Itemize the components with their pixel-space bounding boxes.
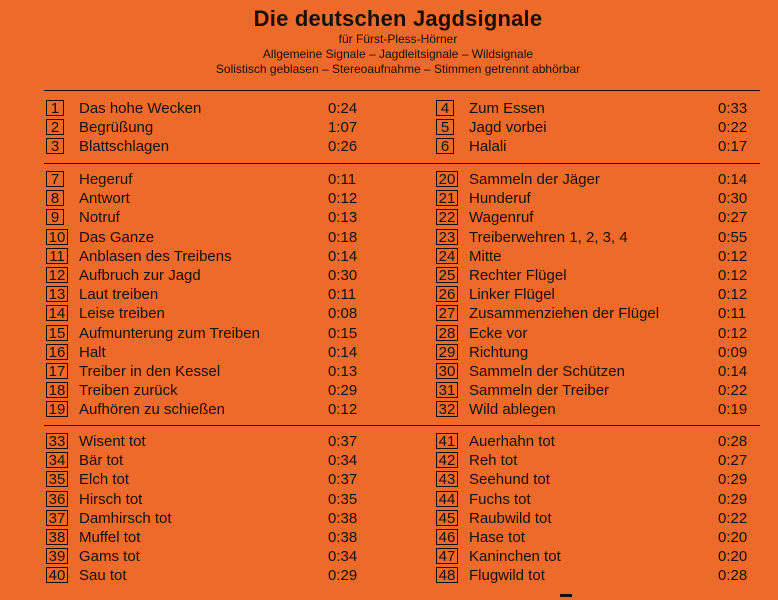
track-duration: 1:07	[328, 119, 358, 137]
track-duration: 0:20	[718, 548, 748, 566]
track-name: Seehund tot	[469, 471, 550, 489]
track-number: 12	[46, 267, 68, 283]
edge-mark	[560, 594, 572, 597]
track-row	[436, 432, 756, 451]
track-duration: 0:13	[328, 209, 358, 227]
track-name: Das Ganze	[79, 228, 155, 246]
track-number: 19	[46, 401, 68, 417]
track-name: Halali	[469, 138, 507, 156]
track-row	[436, 547, 756, 566]
track-duration: 0:34	[328, 452, 358, 470]
track-number: 32	[436, 401, 458, 417]
track-row	[46, 566, 366, 585]
track-name: Hegeruf	[79, 171, 133, 188]
track-number: 41	[436, 433, 458, 449]
track-duration: 0:12	[718, 247, 748, 265]
track-number: 6	[436, 138, 454, 154]
track-number: 21	[436, 190, 458, 206]
track-name: Notruf	[79, 209, 120, 227]
track-row	[436, 118, 756, 137]
track-name: Kaninchen tot	[469, 548, 561, 566]
track-row	[436, 285, 756, 304]
track-name: Bär tot	[79, 452, 124, 470]
track-name: Wild ablegen	[469, 401, 556, 419]
track-name: Sammeln der Treiber	[469, 382, 610, 400]
track-duration: 0:08	[328, 305, 358, 323]
track-number: 38	[46, 529, 68, 545]
track-name: Aufbruch zur Jagd	[79, 267, 201, 284]
track-duration: 0:14	[718, 171, 748, 188]
track-duration: 0:14	[328, 343, 358, 361]
track-duration: 0:22	[718, 509, 748, 527]
track-name: Fuchs tot	[469, 490, 531, 508]
divider-1	[44, 163, 760, 164]
track-row	[46, 137, 366, 156]
track-row	[46, 170, 366, 189]
track-number: 8	[46, 190, 64, 206]
track-name: Richtung	[469, 343, 529, 361]
track-row	[436, 528, 756, 547]
track-number: 44	[436, 491, 458, 507]
track-name: Hase tot	[469, 529, 525, 546]
track-name: Raubwild tot	[469, 509, 552, 527]
track-row	[436, 381, 756, 400]
track-number: 35	[46, 471, 68, 487]
track-row	[46, 400, 366, 419]
track-number: 43	[436, 471, 458, 487]
divider-2	[44, 425, 760, 426]
track-number: 10	[46, 229, 68, 245]
track-number: 45	[436, 510, 458, 526]
track-name: Muffel tot	[79, 529, 141, 546]
track-row	[436, 566, 756, 585]
track-duration: 0:22	[718, 382, 748, 400]
track-duration: 0:30	[328, 267, 358, 284]
track-row	[436, 304, 756, 323]
track-number: 13	[46, 286, 68, 302]
track-name: Mitte	[469, 247, 502, 265]
track-name: Reh tot	[469, 452, 518, 470]
track-number: 48	[436, 567, 458, 583]
track-name: Sammeln der Schützen	[469, 363, 625, 380]
track-number: 26	[436, 286, 458, 302]
track-duration: 0:29	[718, 490, 748, 508]
track-name: Sau tot	[79, 567, 127, 585]
track-row	[46, 118, 366, 137]
track-duration: 0:34	[328, 548, 358, 566]
track-number: 4	[436, 100, 454, 116]
track-row	[436, 451, 756, 470]
track-row	[46, 208, 366, 227]
track-row	[46, 324, 366, 343]
track-row	[46, 266, 366, 285]
track-number: 15	[46, 325, 68, 341]
track-name: Sammeln der Jäger	[469, 171, 600, 188]
track-row	[46, 343, 366, 362]
track-duration: 0:11	[328, 171, 357, 188]
track-name: Linker Flügel	[469, 286, 555, 304]
track-number: 20	[436, 171, 458, 187]
track-name: Flugwild tot	[469, 567, 545, 585]
track-number: 9	[46, 209, 64, 225]
track-row	[46, 528, 366, 547]
track-duration: 0:29	[718, 471, 748, 489]
track-name: Auerhahn tot	[469, 433, 555, 450]
track-duration: 0:27	[718, 209, 748, 227]
track-row	[436, 228, 756, 247]
track-name: Treiben zurück	[79, 382, 178, 400]
track-row	[46, 362, 366, 381]
track-number: 39	[46, 548, 68, 564]
track-number: 47	[436, 548, 458, 564]
track-duration: 0:14	[718, 363, 748, 380]
track-row	[436, 324, 756, 343]
track-number: 22	[436, 209, 458, 225]
subtitle-line-2: Allgemeine Signale – Jagdleitsignale – Wildsignale	[262, 47, 534, 61]
track-duration: 0:24	[328, 100, 358, 117]
track-duration: 0:18	[328, 228, 358, 246]
track-duration: 0:14	[328, 247, 358, 265]
track-duration: 0:17	[718, 138, 748, 156]
track-row	[436, 247, 756, 266]
track-duration: 0:37	[328, 471, 358, 489]
track-name: Elch tot	[79, 471, 130, 489]
track-row	[46, 285, 366, 304]
track-name: Antwort	[79, 190, 130, 208]
track-row	[436, 490, 756, 509]
track-row	[436, 470, 756, 489]
track-row	[46, 247, 366, 266]
track-row	[46, 547, 366, 566]
track-name: Laut treiben	[79, 286, 159, 304]
track-name: Gams tot	[79, 548, 140, 566]
track-number: 46	[436, 529, 458, 545]
track-number: 11	[46, 248, 68, 264]
track-duration: 0:19	[718, 401, 748, 419]
track-row	[46, 509, 366, 528]
track-row	[46, 99, 366, 118]
track-duration: 0:29	[328, 567, 358, 585]
subtitle-line-1: für Fürst-Pless-Hörner	[338, 32, 458, 46]
track-number: 17	[46, 363, 68, 379]
track-name: Das hohe Wecken	[79, 100, 202, 117]
track-row	[46, 228, 366, 247]
track-row	[46, 490, 366, 509]
track-number: 34	[46, 452, 68, 468]
track-number: 37	[46, 510, 68, 526]
track-name: Wisent tot	[79, 433, 146, 450]
track-row	[46, 432, 366, 451]
track-duration: 0:33	[718, 100, 748, 117]
track-duration: 0:09	[718, 343, 748, 361]
track-number: 2	[46, 119, 64, 135]
track-name: Hirsch tot	[79, 490, 143, 508]
track-number: 33	[46, 433, 68, 449]
track-number: 25	[436, 267, 458, 283]
track-row	[436, 509, 756, 528]
track-row	[46, 381, 366, 400]
track-name: Ecke vor	[469, 324, 528, 342]
track-duration: 0:30	[718, 190, 748, 208]
divider-top	[44, 90, 760, 91]
header	[0, 6, 778, 77]
track-duration: 0:13	[328, 363, 358, 380]
track-number: 5	[436, 119, 454, 135]
track-number: 31	[436, 382, 458, 398]
page-title: Die deutschen Jagdsignale	[253, 6, 543, 31]
track-number: 23	[436, 229, 458, 245]
track-name: Leise treiben	[79, 305, 165, 323]
track-number: 42	[436, 452, 458, 468]
track-name: Zusammenziehen der Flügel	[469, 305, 660, 323]
track-name: Treiber in den Kessel	[79, 363, 221, 380]
track-name: Wagenruf	[469, 209, 534, 227]
track-name: Begrüßung	[79, 119, 154, 137]
track-number: 18	[46, 382, 68, 398]
track-duration: 0:11	[328, 286, 357, 304]
track-name: Zum Essen	[469, 100, 545, 117]
track-duration: 0:38	[328, 509, 358, 527]
track-duration: 0:12	[718, 267, 748, 284]
track-row	[436, 362, 756, 381]
track-row	[436, 400, 756, 419]
track-number: 28	[436, 325, 458, 341]
track-number: 36	[46, 491, 68, 507]
track-duration: 0:12	[328, 190, 358, 208]
track-duration: 0:55	[718, 228, 748, 246]
track-number: 40	[46, 567, 68, 583]
track-duration: 0:12	[718, 324, 748, 342]
track-duration: 0:37	[328, 433, 358, 450]
track-duration: 0:22	[718, 119, 748, 137]
track-number: 24	[436, 248, 458, 264]
track-name: Rechter Flügel	[469, 267, 567, 284]
track-duration: 0:20	[718, 529, 748, 546]
track-row	[436, 189, 756, 208]
track-row	[436, 343, 756, 362]
track-name: Hunderuf	[469, 190, 531, 208]
track-number: 30	[436, 363, 458, 379]
track-row	[436, 208, 756, 227]
track-name: Treiberwehren 1, 2, 3, 4	[469, 228, 628, 246]
track-number: 3	[46, 138, 64, 154]
track-duration: 0:35	[328, 490, 358, 508]
track-duration: 0:27	[718, 452, 748, 470]
track-duration: 0:26	[328, 138, 358, 156]
track-row	[436, 266, 756, 285]
track-duration: 0:11	[718, 305, 747, 323]
track-number: 27	[436, 305, 458, 321]
track-name: Jagd vorbei	[469, 119, 547, 137]
track-name: Damhirsch tot	[79, 509, 172, 527]
track-name: Aufhören zu schießen	[79, 401, 225, 419]
track-row	[46, 189, 366, 208]
subtitle-line-3: Solistisch geblasen – Stereoaufnahme – Stimmen getrennt abhörbar	[215, 62, 581, 76]
track-duration: 0:15	[328, 324, 358, 342]
track-row	[46, 304, 366, 323]
track-duration: 0:29	[328, 382, 358, 400]
track-row	[46, 470, 366, 489]
track-number: 7	[46, 171, 64, 187]
track-number: 29	[436, 344, 458, 360]
track-row	[436, 137, 756, 156]
track-duration: 0:28	[718, 433, 748, 450]
track-name: Blattschlagen	[79, 138, 170, 156]
track-name: Anblasen des Treibens	[79, 247, 232, 265]
track-duration: 0:38	[328, 529, 358, 546]
track-duration: 0:28	[718, 567, 748, 585]
track-number: 14	[46, 305, 68, 321]
track-duration: 0:12	[718, 286, 748, 304]
track-row	[436, 170, 756, 189]
track-duration: 0:12	[328, 401, 358, 419]
track-number: 1	[46, 100, 64, 116]
track-name: Aufmunterung zum Treiben	[79, 324, 260, 342]
track-row	[46, 451, 366, 470]
track-number: 16	[46, 344, 68, 360]
track-row	[436, 99, 756, 118]
track-name: Halt	[79, 343, 106, 361]
